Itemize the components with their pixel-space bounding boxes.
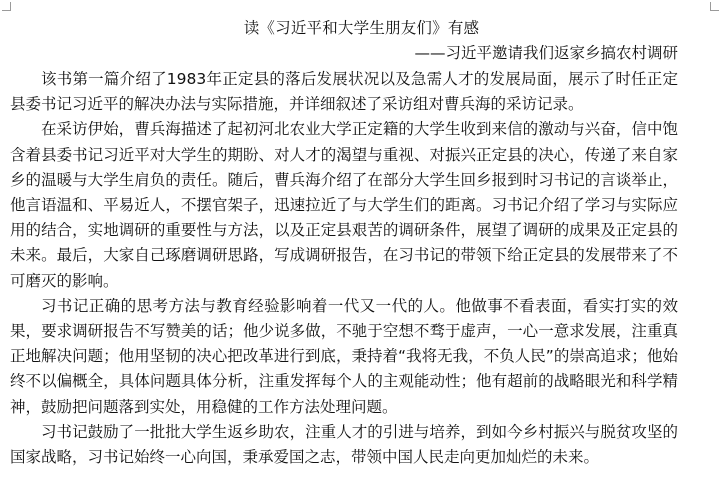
page-corner-mark-top-left: [2, 2, 11, 11]
document-subtitle: ——习近平邀请我们返家乡搞农村调研: [414, 44, 678, 62]
page-corner-mark-top-right: [710, 2, 719, 11]
document-title: 读《习近平和大学生朋友们》有感: [243, 19, 480, 37]
paragraph-3: 习书记正确的思考方法与教育经验影响着一代又一代的人。他做事不看表面，看实打实的效果，要求调研报告不写赞美的话；他少说多做，不驰于空想不骛于虚声，一心一意求发展，注重真正地解决问题；他用坚韧的决心把改革进行到底，秉持着“我将无我，不负人民”的崇高追求；他始终不以偏概全，具体问题具体分析，注重发挥每个人的主观能动性；他有超前的战略眼光和科学精神，鼓励把问题落到实处，用稳健的工作方法处理问题。: [10, 296, 678, 416]
document-body: [10, 67, 678, 470]
paragraph-1: 该书第一篇介绍了1983年正定县的落后发展状况以及急需人才的发展局面，展示了时任正定县委书记习近平的解决办法与实际措施，并详细叙述了采访组对曹兵海的采访记录。: [10, 70, 678, 114]
paragraph-4: 习书记鼓励了一批批大学生返乡助农，注重人才的引进与培养，到如今乡村振兴与脱贫攻坚的国家战略，习书记始终一心向国，秉承爱国之志，带领中国人民走向更加灿烂的未来。: [10, 422, 678, 467]
paragraph-2: 在采访伊始，曹兵海描述了起初河北农业大学正定籍的大学生收到来信的激动与兴奋，信中饱含着县委书记习近平对大学生的期盼、对人才的渴望与重视、对振兴正定县的决心，传递了来自家乡的温暖与大学生肩负的责任。随后，曹兵海介绍了在部分大学生回乡报到时习书记的言谈举止，他言语温和、平易近人，不摆官架子，迅速拉近了与大学生们的距离。习书记介绍了学习与实际应用的结合，实地调研的重要性与方法，以及正定县艰苦的调研条件，展望了调研的成果及正定县的未来。最后，大家自己琢磨调研思路，写成调研报告，在习书记的带领下给正定县的发展带来了不可磨灭的影响。: [10, 120, 678, 290]
